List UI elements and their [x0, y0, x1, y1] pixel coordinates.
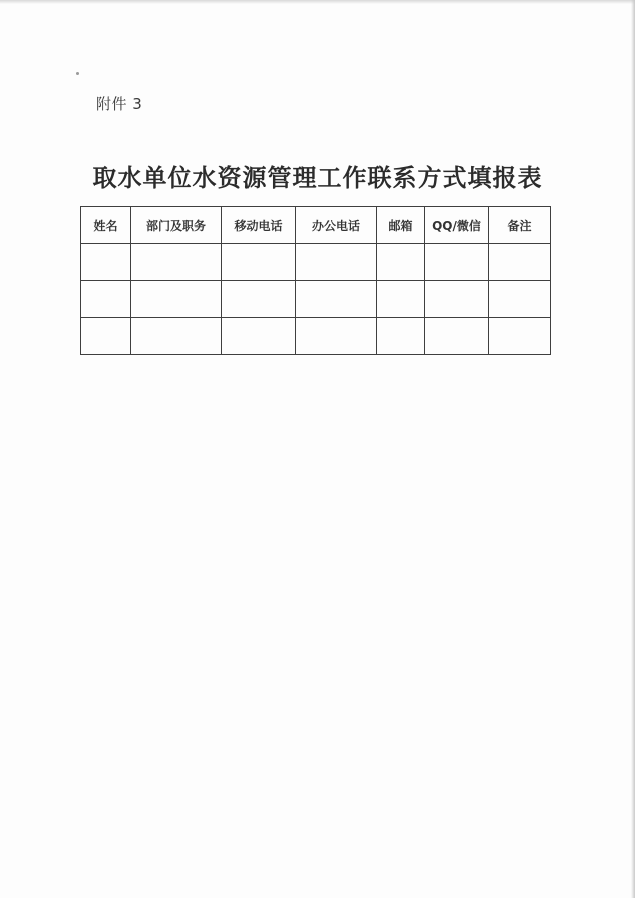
scan-edge-right [631, 0, 635, 898]
table-cell[interactable] [296, 244, 377, 281]
column-header-remarks: 备注 [489, 207, 551, 244]
table-cell[interactable] [81, 281, 131, 318]
table-cell[interactable] [222, 318, 296, 355]
column-header-email: 邮箱 [377, 207, 425, 244]
table-row [81, 244, 551, 281]
column-header-office-phone: 办公电话 [296, 207, 377, 244]
scan-edge-top [0, 0, 635, 4]
table-cell[interactable] [296, 281, 377, 318]
attachment-label: 附件 3 [96, 95, 143, 113]
table-cell[interactable] [489, 244, 551, 281]
table-cell[interactable] [377, 281, 425, 318]
table-cell[interactable] [489, 281, 551, 318]
table-cell[interactable] [377, 244, 425, 281]
table-cell[interactable] [131, 281, 222, 318]
table-cell[interactable] [296, 318, 377, 355]
table-cell[interactable] [377, 318, 425, 355]
table-cell[interactable] [131, 244, 222, 281]
table-cell[interactable] [81, 244, 131, 281]
column-header-mobile-phone: 移动电话 [222, 207, 296, 244]
table-cell[interactable] [222, 244, 296, 281]
table-cell[interactable] [222, 281, 296, 318]
column-header-qq-wechat: QQ/微信 [425, 207, 489, 244]
table-cell[interactable] [131, 318, 222, 355]
column-header-name: 姓名 [81, 207, 131, 244]
table-cell[interactable] [425, 318, 489, 355]
scan-speck [76, 72, 79, 75]
column-header-department-position: 部门及职务 [131, 207, 222, 244]
table-cell[interactable] [425, 244, 489, 281]
table-cell[interactable] [489, 318, 551, 355]
table-row [81, 281, 551, 318]
table-header-row [81, 207, 551, 244]
table-cell[interactable] [425, 281, 489, 318]
document-title: 取水单位水资源管理工作联系方式填报表 [92, 163, 543, 192]
table-cell[interactable] [81, 318, 131, 355]
table-row [81, 318, 551, 355]
contact-form-table [80, 206, 551, 355]
